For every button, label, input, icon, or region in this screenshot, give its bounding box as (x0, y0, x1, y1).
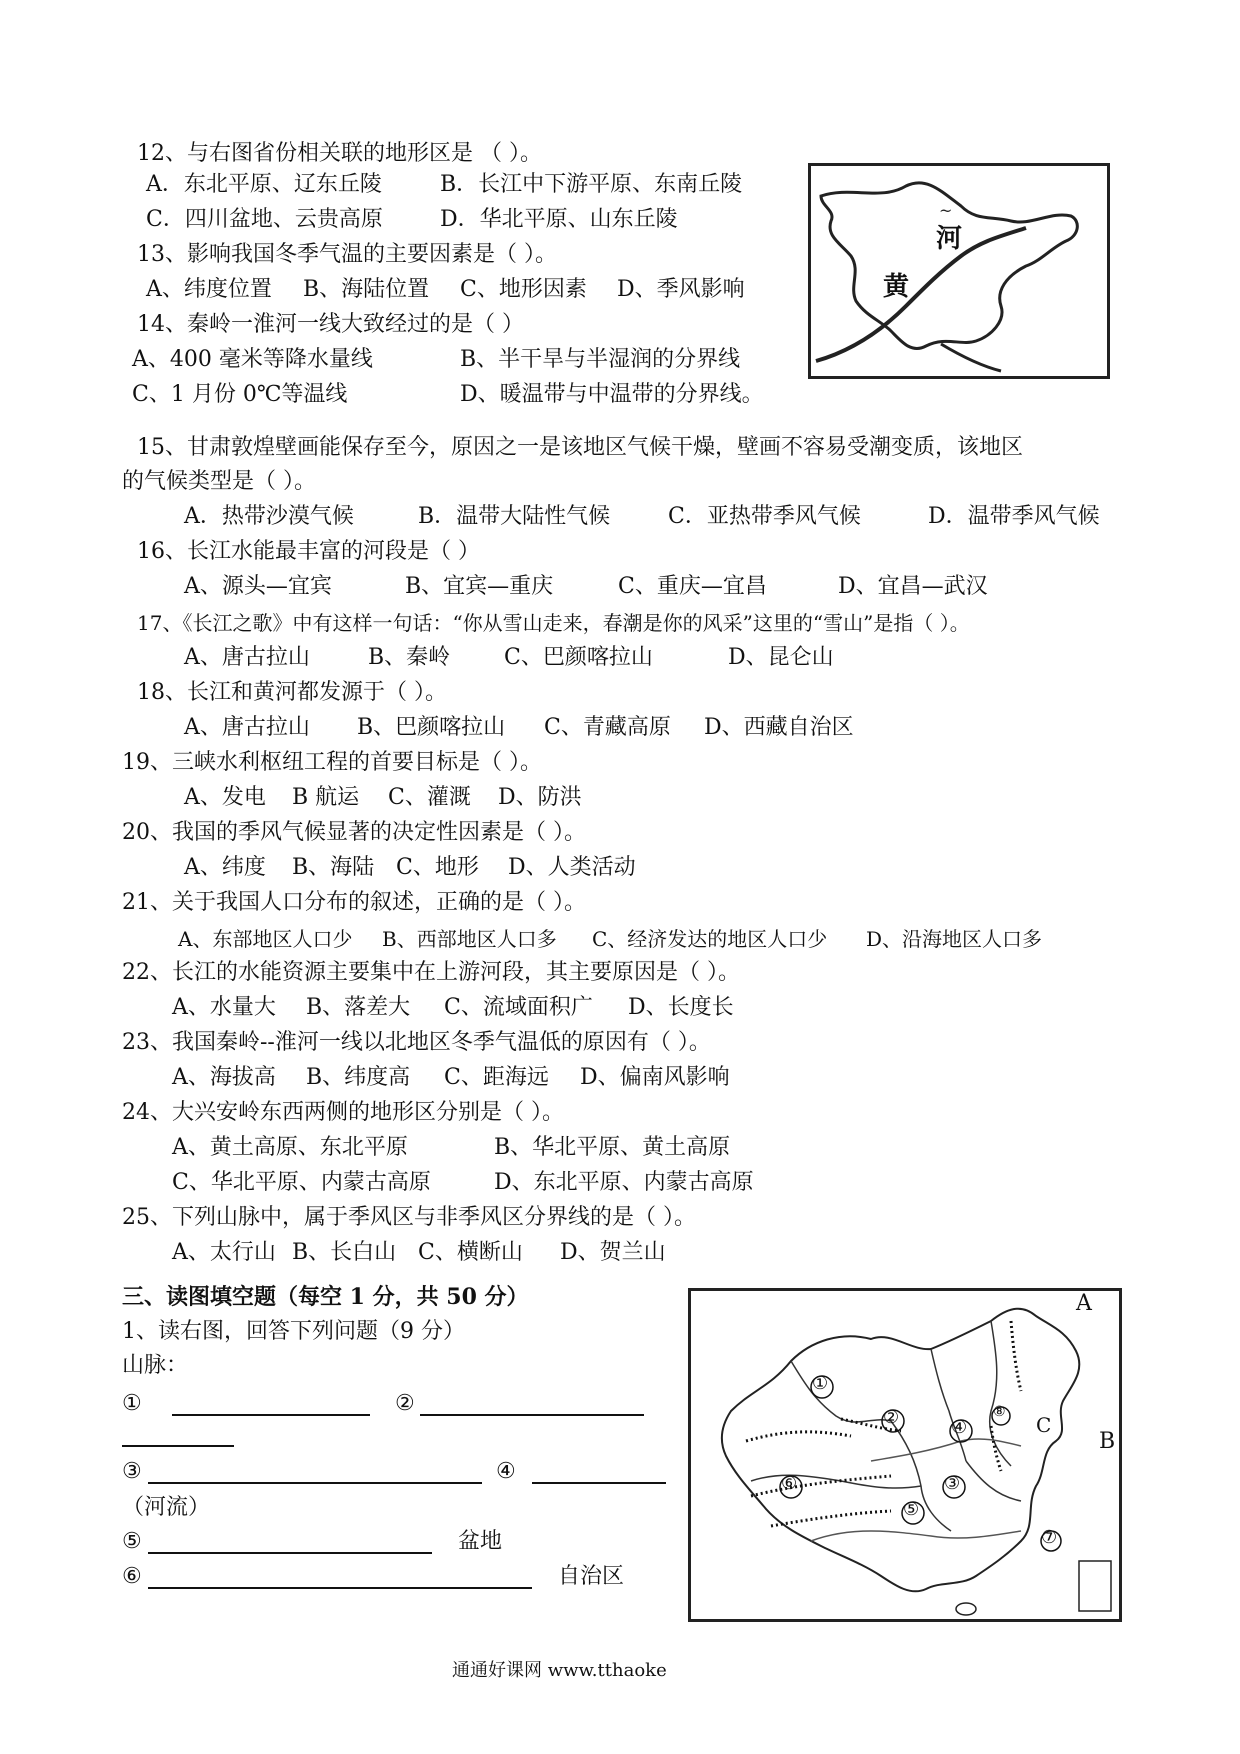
q20-option-a: A、纬度 (184, 855, 266, 880)
q16-option-a: A、源头—宜宾 (184, 574, 332, 599)
q16-option-b: B、宜宾—重庆 (405, 574, 554, 599)
map2-label-b: B (1099, 1429, 1116, 1454)
q24-option-c: C、华北平原、内蒙古高原 (172, 1170, 431, 1195)
province-map (808, 163, 1110, 379)
q14-stem: 14、秦岭一淮河一线大致经过的是（ ） (137, 312, 524, 337)
q17-option-a: A、唐古拉山 (184, 645, 310, 670)
blank-1[interactable] (172, 1414, 370, 1416)
q19-option-d: D、防洪 (498, 785, 582, 810)
map2-marker-6: ⑥ (781, 1473, 798, 1494)
q22-option-c: C、流域面积广 (444, 995, 593, 1020)
q12-stem: 12、与右图省份相关联的地形区是 （ ）。 (137, 141, 542, 166)
blank-4[interactable] (532, 1482, 666, 1484)
blank-3[interactable] (148, 1482, 482, 1484)
q13-option-b: B、海陆位置 (303, 277, 430, 302)
blank-6-marker: ⑥ (122, 1564, 142, 1589)
q13-option-c: C、地形因素 (460, 277, 587, 302)
q25-option-b: B、长白山 (292, 1240, 397, 1265)
q15-option-b: B．温带大陆性气候 (418, 504, 611, 529)
blank-2[interactable] (420, 1414, 644, 1416)
blank-2-continued[interactable] (122, 1445, 234, 1447)
map1-label-he: 河 (936, 224, 963, 254)
q19-option-c: C、灌溉 (388, 785, 471, 810)
q16-stem: 16、长江水能最丰富的河段是（ ） (137, 539, 480, 564)
mountains-label: 山脉： (122, 1353, 189, 1378)
q15-option-d: D．温带季风气候 (928, 504, 1100, 529)
q23-stem: 23、我国秦岭--淮河一线以北地区冬季气温低的原因有（ ）。 (122, 1030, 711, 1055)
blank-5[interactable] (148, 1552, 432, 1554)
q22-option-b: B、落差大 (306, 995, 411, 1020)
q17-option-b: B、秦岭 (368, 645, 451, 670)
q15-stem-line1: 15、甘肃敦煌壁画能保存至今，原因之一是该地区气候干燥，壁画不容易受潮变质，该地区 (137, 435, 1023, 460)
q24-option-d: D、东北平原、内蒙古高原 (494, 1170, 754, 1195)
q24-option-b: B、华北平原、黄土高原 (494, 1135, 731, 1160)
blank-6[interactable] (148, 1587, 532, 1589)
q12-option-b: B．长江中下游平原、东南丘陵 (440, 172, 743, 197)
section3-q1-stem: 1、读右图，回答下列问题（9 分） (122, 1319, 465, 1344)
q22-option-d: D、长度长 (628, 995, 734, 1020)
q16-option-d: D、宜昌—武汉 (838, 574, 988, 599)
q15-option-a: A．热带沙漠气候 (184, 504, 354, 529)
q22-option-a: A、水量大 (172, 995, 276, 1020)
blank-1-marker: ① (122, 1391, 142, 1416)
blank-4-marker: ④ (496, 1459, 516, 1484)
q25-option-a: A、太行山 (172, 1240, 276, 1265)
q14-option-b: B、半干旱与半湿润的分界线 (460, 347, 741, 372)
q17-option-c: C、巴颜喀拉山 (504, 645, 653, 670)
q22-stem: 22、长江的水能资源主要集中在上游河段，其主要原因是（ ）。 (122, 960, 740, 985)
q14-option-a: A、400 毫米等降水量线 (132, 347, 373, 372)
china-map (688, 1288, 1122, 1622)
q25-option-d: D、贺兰山 (560, 1240, 666, 1265)
q13-option-d: D、季风影响 (617, 277, 745, 302)
q16-option-c: C、重庆—宜昌 (618, 574, 767, 599)
map2-marker-1: ① (812, 1373, 829, 1394)
province-map-drawing (811, 166, 1107, 376)
q18-stem: 18、长江和黄河都发源于（ ）。 (137, 680, 447, 705)
q24-option-a: A、黄土高原、东北平原 (172, 1135, 408, 1160)
region-label: 自治区 (558, 1564, 625, 1589)
q17-option-d: D、昆仑山 (728, 645, 834, 670)
q21-option-d: D、沿海地区人口多 (866, 927, 1043, 951)
q15-option-c: C．亚热带季风气候 (668, 504, 861, 529)
q21-option-b: B、西部地区人口多 (382, 927, 557, 951)
q21-stem: 21、关于我国人口分布的叙述，正确的是（ ）。 (122, 890, 586, 915)
q12-option-c: C．四川盆地、云贵高原 (146, 207, 383, 232)
q23-option-a: A、海拔高 (172, 1065, 276, 1090)
q23-option-c: C、距海远 (444, 1065, 549, 1090)
section3-title: 三、读图填空题（每空 1 分，共 50 分） (122, 1284, 529, 1310)
q13-option-a: A、纬度位置 (146, 277, 272, 302)
map2-marker-2: ② (883, 1407, 900, 1428)
q14-option-c: C、1 月份 0℃等温线 (132, 382, 348, 407)
footer-watermark: 通通好课网 www.tthaoke (452, 1660, 667, 1681)
q20-option-b: B、海陆 (292, 855, 375, 880)
q18-option-b: B、巴颜喀拉山 (357, 715, 506, 740)
map1-label-huang: 黄 (883, 272, 910, 302)
q13-stem: 13、影响我国冬季气温的主要因素是（ ）。 (137, 242, 557, 267)
blank-3-marker: ③ (122, 1459, 142, 1484)
basin-label: 盆地 (458, 1529, 503, 1554)
q20-option-d: D、人类活动 (508, 855, 636, 880)
q17-stem: 17、《长江之歌》中有这样一句话：“你从雪山走来，春潮是你的风采”这里的“雪山”是指（ ）。 (137, 611, 970, 635)
svg-text:~: ~ (939, 201, 953, 220)
q18-option-c: C、青藏高原 (544, 715, 671, 740)
q25-option-c: C、横断山 (418, 1240, 523, 1265)
q12-option-a: A．东北平原、辽东丘陵 (146, 172, 382, 197)
blank-5-marker: ⑤ (122, 1529, 142, 1554)
china-map-drawing (691, 1291, 1119, 1619)
q19-option-a: A、发电 (184, 785, 266, 810)
map2-marker-3: ③ (944, 1473, 961, 1494)
map2-marker-7: ⑦ (1041, 1527, 1058, 1548)
q23-option-d: D、偏南风影响 (580, 1065, 730, 1090)
q21-option-a: A、东部地区人口少 (178, 927, 353, 951)
map2-marker-4: ④ (951, 1417, 968, 1438)
q23-option-b: B、纬度高 (306, 1065, 411, 1090)
q18-option-d: D、西藏自治区 (704, 715, 854, 740)
map2-label-c: C (1036, 1413, 1052, 1437)
q19-option-b: B 航运 (292, 785, 360, 810)
blank-2-marker: ② (395, 1391, 415, 1416)
river-label: （河流） (122, 1495, 211, 1520)
q18-option-a: A、唐古拉山 (184, 715, 310, 740)
q20-stem: 20、我国的季风气候显著的决定性因素是（ ）。 (122, 820, 586, 845)
map2-marker-5: ⑤ (903, 1499, 920, 1520)
q21-option-c: C、经济发达的地区人口少 (592, 927, 828, 951)
q14-option-d: D、暖温带与中温带的分界线。 (460, 382, 764, 407)
q19-stem: 19、三峡水利枢纽工程的首要目标是（ ）。 (122, 750, 542, 775)
map2-label-a: A (1076, 1291, 1092, 1316)
q20-option-c: C、地形 (396, 855, 479, 880)
q15-stem-line2: 的气候类型是（ ）。 (122, 469, 316, 494)
q12-option-d: D．华北平原、山东丘陵 (440, 207, 678, 232)
q24-stem: 24、大兴安岭东西两侧的地形区分别是（ ）。 (122, 1100, 564, 1125)
map2-marker-8: ⑧ (993, 1404, 1006, 1420)
q25-stem: 25、下列山脉中，属于季风区与非季风区分界线的是（ ）。 (122, 1205, 696, 1230)
